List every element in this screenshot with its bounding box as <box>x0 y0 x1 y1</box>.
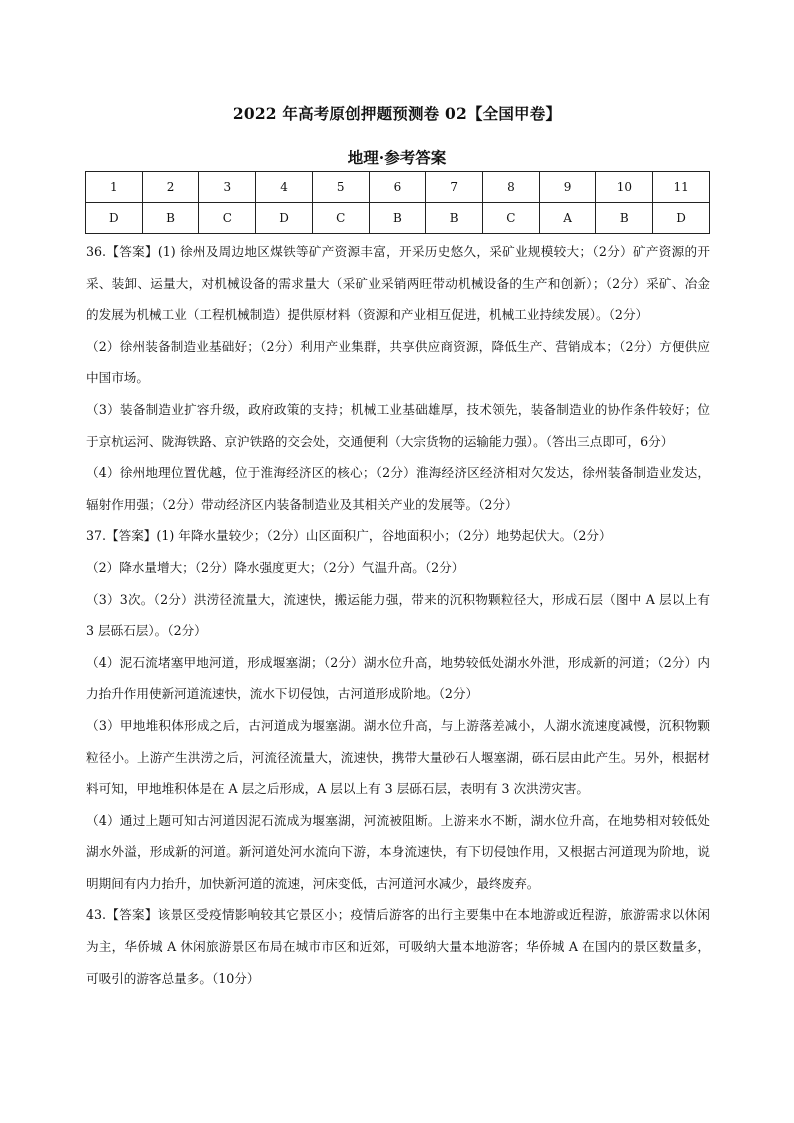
answer-paragraph-q36-4: （4）徐州地理位置优越，位于淮海经济区的核心；（2分）淮海经济区经济相对欠发达，徐州装备制造业发达，辐射作用强；（2分）带动经济区内装备制造业及其相关产业的发展等。（2分） <box>86 465 710 512</box>
question-number: 3 <box>199 172 256 203</box>
question-number: 1 <box>86 172 143 203</box>
answer-paragraph-q43: 43.【答案】该景区受疫情影响较其它景区小；疫情后游客的出行主要集中在本地游或近程游，旅游需求以休闲为主，华侨城 A 休闲旅游景区布局在城市市区和近郊，可吸纳大量本地游客；华侨城 A 在国内的景区数量多，可吸引的游客总量多。（10分） <box>86 907 710 986</box>
question-number: 7 <box>426 172 483 203</box>
answer-cell: C <box>199 203 256 234</box>
answer-paragraph-q37-3: （3）3次。（2分）洪涝径流量大，流速快，搬运能力强，带来的沉积物颗粒径大，形成石层（图中 A 层以上有 3 层砾石层）。（2分） <box>86 591 710 639</box>
answer-explanation-4: （4）通过上题可知古河道因泥石流成为堰塞湖，河流被阻断。上游来水不断，湖水位升高，在地势相对较低处湖水外溢，形成新的河道。新河道处河水流向下游，本身流速快，有下切侵蚀作用，又根据古河道现为阶地，说明期间有内力抬升，加快新河道的流速，河床变低，古河道河水减少，最终废弃。 <box>86 812 710 891</box>
question-number: 6 <box>369 172 426 203</box>
answer-paragraph-q36-3: （3）装备制造业扩容升级，政府政策的支持；机械工业基础雄厚，技术领先，装备制造业的协作条件较好；位于京杭运河、陇海铁路、京沪铁路的交会处，交通便利（大宗货物的运输能力强）。（答出三点即可，6分） <box>86 401 710 449</box>
question-number: 4 <box>256 172 313 203</box>
answer-cell: B <box>596 203 653 234</box>
answer-paragraph-q37-1: 37.【答案】(1) 年降水量较少；（2分）山区面积广，谷地面积小；（2分）地势起伏大。（2分） <box>86 528 612 544</box>
page-subtitle: 地理·参考答案 <box>347 148 447 167</box>
answer-table-number-row <box>86 172 710 203</box>
answer-cell: B <box>369 203 426 234</box>
answer-table <box>85 171 710 234</box>
answer-cell: B <box>142 203 199 234</box>
answer-paragraph-q36-1: 36.【答案】(1) 徐州及周边地区煤铁等矿产资源丰富，开采历史悠久，采矿业规模较大；（2分）矿产资源的开采、装卸、运量大，对机械设备的需求量大（采矿业采销两旺带动机械设备的生产和创新）；（2分）采矿、冶金的发展为机械工业（工程机械制造）提供原材料（资源和产业相互促进，机械工业持续发展）。（2分） <box>86 244 710 323</box>
answer-body <box>86 236 710 994</box>
question-number: 8 <box>483 172 540 203</box>
answer-paragraph-q37-4: （4）泥石流堵塞甲地河道，形成堰塞湖；（2分）湖水位升高，地势较低处湖水外泄，形成新的河道；（2分）内力抬升作用使新河道流速快，流水下切侵蚀，古河道形成阶地。（2分） <box>86 654 710 702</box>
page-title: 2022 年高考原创押题预测卷 02【全国甲卷】 <box>232 104 562 123</box>
answer-cell: D <box>256 203 313 234</box>
answer-cell: D <box>86 203 143 234</box>
answer-cell: B <box>426 203 483 234</box>
answer-cell: C <box>312 203 369 234</box>
question-number: 5 <box>312 172 369 203</box>
question-number: 9 <box>539 172 596 203</box>
question-number: 2 <box>142 172 199 203</box>
question-number: 11 <box>653 172 710 203</box>
answer-paragraph-q36-2: （2）徐州装备制造业基础好；（2分）利用产业集群，共享供应商资源，降低生产、营销成本；（2分）方便供应中国市场。 <box>86 338 710 386</box>
answer-cell: A <box>539 203 596 234</box>
answer-paragraph-q37-2: （2）降水量增大；（2分）降水强度更大；（2分）气温升高。（2分） <box>86 559 465 575</box>
answer-cell: D <box>653 203 710 234</box>
answer-table-answer-row <box>86 203 710 234</box>
answer-cell: C <box>483 203 540 234</box>
answer-explanation-3: （3）甲地堆积体形成之后，古河道成为堰塞湖。湖水位升高，与上游落差减小，人湖水流速度减慢，沉积物颗粒径小。上游产生洪涝之后，河流径流量大，流速快，携带大量砂石人堰塞湖，砾石层由此产生。另外，根据材料可知，甲地堆积体是在 A 层之后形成，A 层以上有 3 层砾石层，表明有 3 次洪涝灾害。 <box>86 717 710 797</box>
question-number: 10 <box>596 172 653 203</box>
